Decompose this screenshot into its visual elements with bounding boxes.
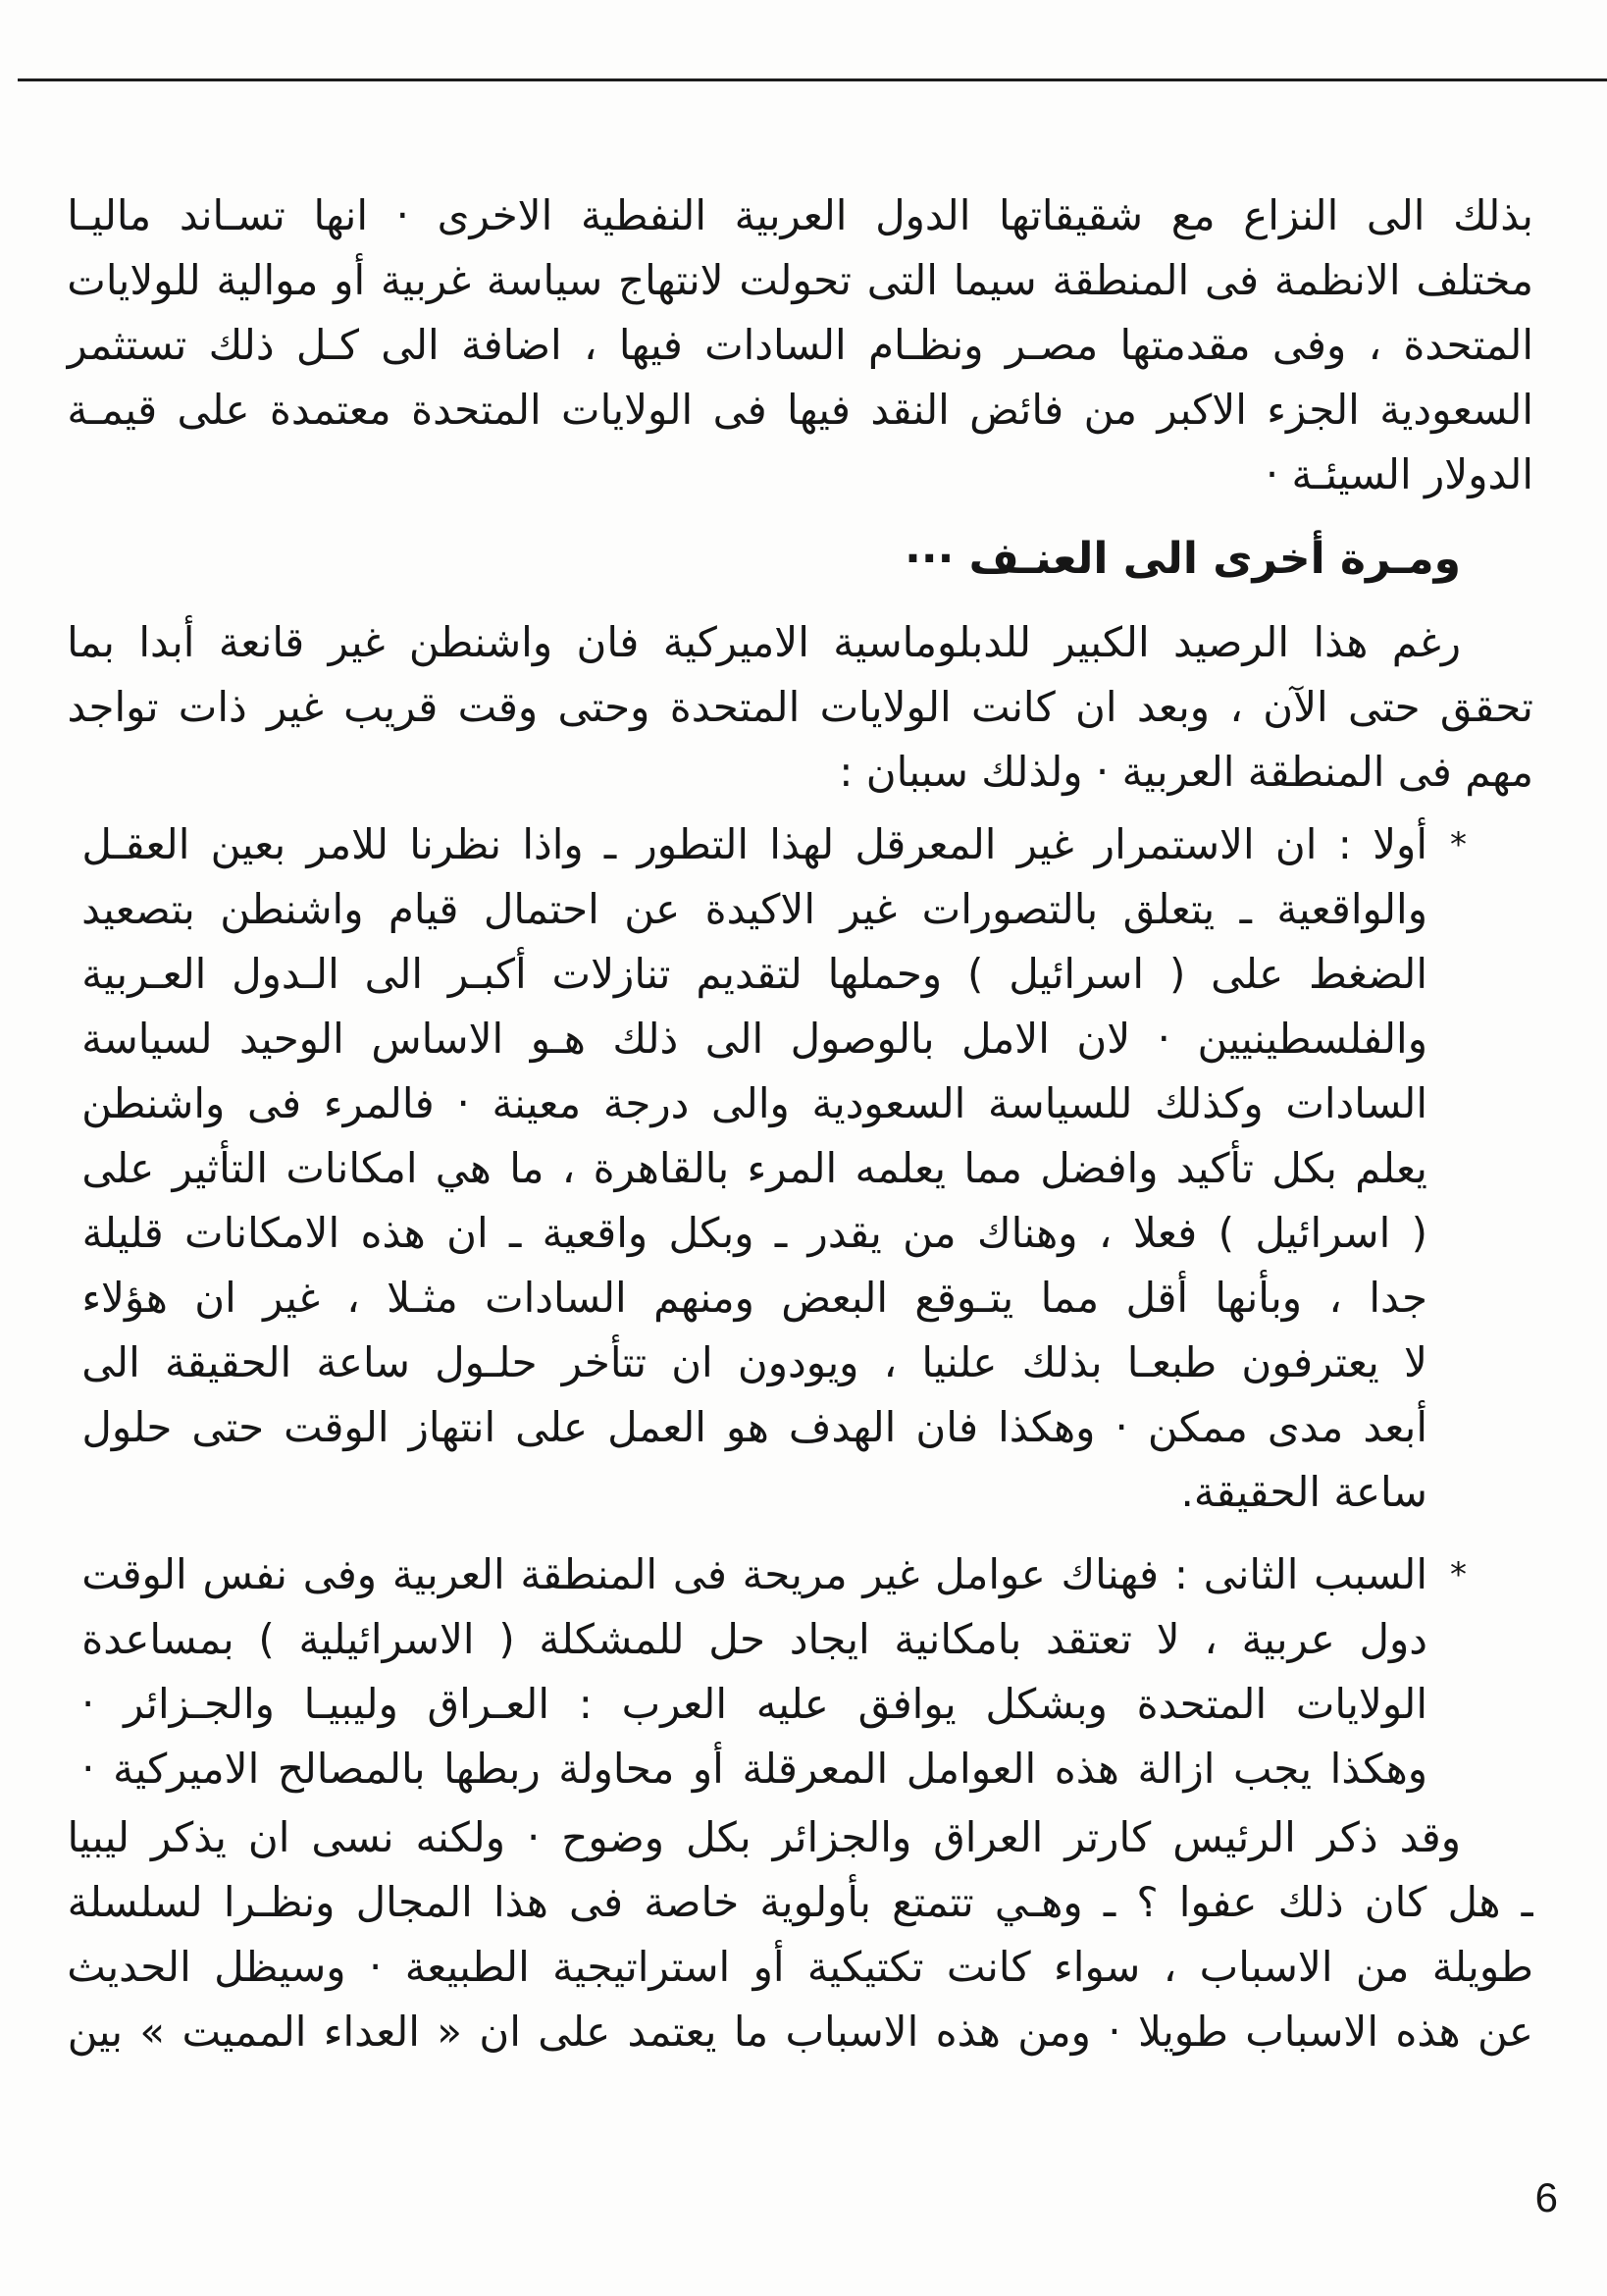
text-line [80,1542,1427,1607]
text-line-content: تحقق حتى الآن ، وبعد ان كانت الولايات المتحدة وحتى وقت قريب غير ذات تواجد [67,683,1533,731]
text-line-content: طويلة من الاسباب ، سواء كانت تكتيكية أو استراتيجية الطبيعة · وسيظل الحديث [67,1943,1533,1991]
text-line-content: وهكذا يجب ازالة هذه العوامل المعرقلة أو محاولة ربطها بالمصالح الاميركية · [81,1745,1427,1793]
text-line-content: السادات وكذلك للسياسة السعودية والى درجة معينة · فالمرء فى واشنطن [81,1079,1427,1127]
text-line [80,1071,1427,1136]
text-line [80,1737,1427,1801]
text-line-content: والواقعية ـ يتعلق بالتصورات غير الاكيدة عن احتمال قيام واشنطن بتصعيد [81,885,1427,933]
text-line [66,610,1533,675]
text-line [80,1136,1427,1201]
text-line-content: أبعد مدى ممكن · وهكذا فان الهدف هو العمل على انتهاز الوقت حتى حلول [81,1403,1427,1451]
text-line-content: بذلك الى النزاع مع شقيقاتها الدول العربية النفطية الاخرى · انها تسـاند ماليـا [67,191,1533,239]
text-line [80,877,1427,942]
text-line-content: السبب الثانى : فهناك عوامل غير مريحة فى المنطقة العربية وفى نفس الوقت [81,1550,1427,1598]
text-line-content: والفلسطينيين · لان الامل بالوصول الى ذلك هـو الاساس الوحيد لسياسة [81,1015,1427,1063]
text-line [66,443,1533,507]
paragraph-2 [66,610,1533,805]
text-line [80,1395,1427,1460]
text-line [66,1870,1533,1935]
text-line [80,1266,1427,1331]
text-line [66,378,1533,443]
text-line-content: السعودية الجزء الاكبر من فائض النقد فيها فى الولايات المتحدة معتمدة على قيمـة [67,386,1533,434]
text-line [80,1460,1427,1525]
text-line [66,1805,1533,1870]
text-line-content: لا يعترفون طبعـا بذلك علنيا ، ويودون ان تتأخر حلـول ساعة الحقيقة الى [81,1338,1427,1386]
text-line-content: ـ هل كان ذلك عفوا ؟ ـ وهـي تتمتع بأولوية خاصة فى هذا المجال ونظـرا لسلسلة [67,1878,1533,1926]
text-line-content: مختلف الانظمة فى المنطقة سيما التى تحولت لانتهاج سياسة غربية أو موالية للولايات [67,256,1533,304]
text-line [80,1607,1427,1672]
text-line-content: ( اسرائيل ) فعلا ، وهناك من يقدر ـ وبكل واقعية ـ ان هذه الامكانات قليلة [81,1209,1427,1257]
paragraph-3 [66,1805,1533,2064]
text-line-content: الضغط على ( اسرائيل ) وحملها لتقديم تنازلات أكبـر الى الـدول العـربية [81,950,1427,998]
bullet-marker: * [1450,1555,1467,1594]
section-heading: ومـرة أخرى الى العنـف ··· [905,534,1461,584]
text-line-content: الدولار السيئـة · [1265,450,1533,498]
text-line-content: رغم هذا الرصيد الكبير للدبلوماسية الاميركية فان واشنطن غير قانعة أبدا بما [67,618,1461,666]
text-line-content: ساعة الحقيقة. [1180,1468,1427,1516]
bullet-item-2 [80,1542,1467,1801]
page-number: 6 [1534,2174,1558,2220]
text-column [66,183,1533,2064]
text-line [80,942,1427,1007]
text-line [66,675,1533,740]
text-line [66,313,1533,378]
bullet-marker: * [1450,825,1467,864]
text-line-content: أولا : ان الاستمرار غير المعرقل لهذا التطور ـ واذا نظرنا للامر بعين العقـل [81,820,1427,868]
bullet-item-1 [80,812,1467,1525]
text-line-content: الولايات المتحدة وبشكل يوافق عليه العرب : العـراق وليبيـا والجـزائر · [81,1680,1427,1728]
text-line-content: دول عربية ، لا تعتقد بامكانية ايجاد حل للمشكلة ( الاسرائيلية ) بمساعدة [81,1615,1427,1663]
text-line [66,248,1533,313]
text-line [80,1331,1427,1395]
text-line [66,183,1533,248]
text-line [66,1935,1533,2000]
text-line-content: عن هذه الاسباب طويلا · ومن هذه الاسباب ما يعتمد على ان « العداء المميت » بين [67,2008,1533,2056]
text-line [66,740,1533,805]
paragraph-1 [66,183,1533,507]
text-line-content: يعلم بكل تأكيد وافضل مما يعلمه المرء بالقاهرة ، ما هي امكانات التأثير على [81,1144,1427,1192]
text-line [66,2000,1533,2064]
text-line [80,1007,1427,1071]
text-line [80,1201,1427,1266]
text-line [80,1672,1427,1737]
text-line [80,812,1427,877]
header-rule [18,78,1607,81]
text-line-content: جدا ، وبأنها أقل مما يتـوقع البعض ومنهم السادات مثـلا ، غير ان هؤلاء [81,1274,1427,1322]
text-line-content: وقد ذكر الرئيس كارتر العراق والجزائر بكل وضوح · ولكنه نسى ان يذكر ليبيا [67,1813,1461,1861]
text-line-content: المتحدة ، وفى مقدمتها مصـر ونظـام السادات فيها ، اضافة الى كـل ذلك تستثمر [67,321,1533,369]
text-line-content: مهم فى المنطقة العربية · ولذلك سببان : [839,748,1533,796]
